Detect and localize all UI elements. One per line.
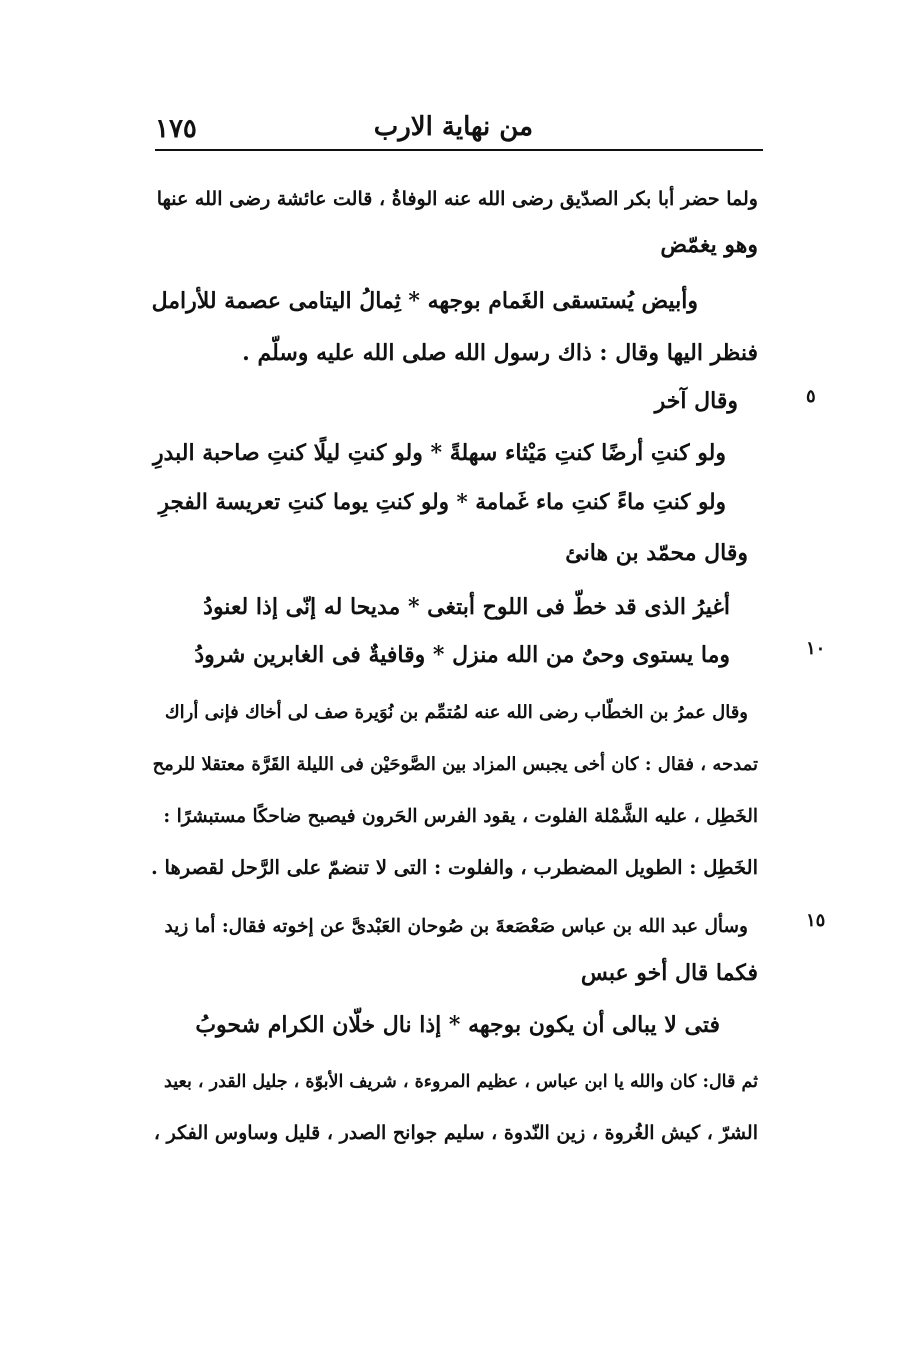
text-line: وهو يغمّض xyxy=(660,232,758,258)
text-line: فكما قال أخو عبس xyxy=(580,960,758,986)
text-line: الخَطِل : الطويل المضطرب ، والفلوت : التى لا تنضمّ على الرَّحل لقصرها . xyxy=(150,856,758,879)
verse-line: أغيرُ الذى قد خطّ فى اللوح أبتغى * مديحا له إنّى إذا لعنودُ xyxy=(203,594,730,620)
text-line: وقال محمّد بن هانئ xyxy=(565,540,748,566)
text-line: فنظر اليها وقال : ذاك رسول الله صلى الله عليه وسلّم . xyxy=(242,340,758,366)
margin-line-number: ٥ xyxy=(806,386,816,407)
text-line: ولما حضر أبا بكر الصدّيق رضى الله عنه الوفاةُ ، قالت عائشة رضى الله عنها xyxy=(156,188,758,210)
verse-line: وأبيض يُستسقى الغَمام بوجهه * ثِمالُ اليتامى عصمة للأرامل xyxy=(151,288,698,314)
verse-line: فتى لا يبالى أن يكون بوجهه * إذا نال خلّان الكرام شحوبُ xyxy=(195,1012,720,1038)
running-title: من نهاية الارب xyxy=(373,112,533,142)
verse-line: وما يستوى وحىٌ من الله منزل * وقافيةٌ فى الغابرين شرودُ xyxy=(194,642,730,668)
margin-line-number: ١٥ xyxy=(806,910,826,931)
margin-line-number: ١٠ xyxy=(806,638,826,659)
text-line: الشرّ ، كيش الغُروة ، زين النّدوة ، سليم جوانح الصدر ، قليل وساوس الفكر ، xyxy=(153,1122,758,1144)
header-rule xyxy=(155,149,763,151)
page-number: ١٧٥ xyxy=(155,114,197,144)
text-line: وقال عمرُ بن الخطّاب رضى الله عنه لمُتمِّم بن نُوَيرة صف لى أخاك فإنى أراك xyxy=(164,702,748,723)
text-line: الخَطِل ، عليه الشَّمْلة الفلوت ، يقود الفرس الحَرون فيصبح ضاحكًا مستبشرًا : xyxy=(163,806,758,827)
verse-line: ولو كنتِ أرضًا كنتِ مَيْثاء سهلةً * ولو كنتِ ليلًا كنتِ صاحبة البدرِ xyxy=(152,440,726,466)
verse-line: ولو كنتِ ماءً كنتِ ماء غَمامة * ولو كنتِ يوما كنتِ تعريسة الفجرِ xyxy=(158,490,726,515)
text-line: ثم قال: كان والله يا ابن عباس ، عظيم المروءة ، شريف الأبوّة ، جليل القدر ، بعيد xyxy=(164,1072,758,1092)
text-line: وقال آخر xyxy=(654,388,738,414)
text-line: تمدحه ، فقال : كان أخى يجبس المزاد بين الصَّوحَيْن فى الليلة القَرَّة معتقلا للرمح xyxy=(152,754,758,775)
page-header xyxy=(155,108,763,152)
text-line: وسأل عبد الله بن عباس صَعْصَعةَ بن صُوحان العَبْدىَّ عن إخوته فقال: أما زيد xyxy=(164,916,748,937)
